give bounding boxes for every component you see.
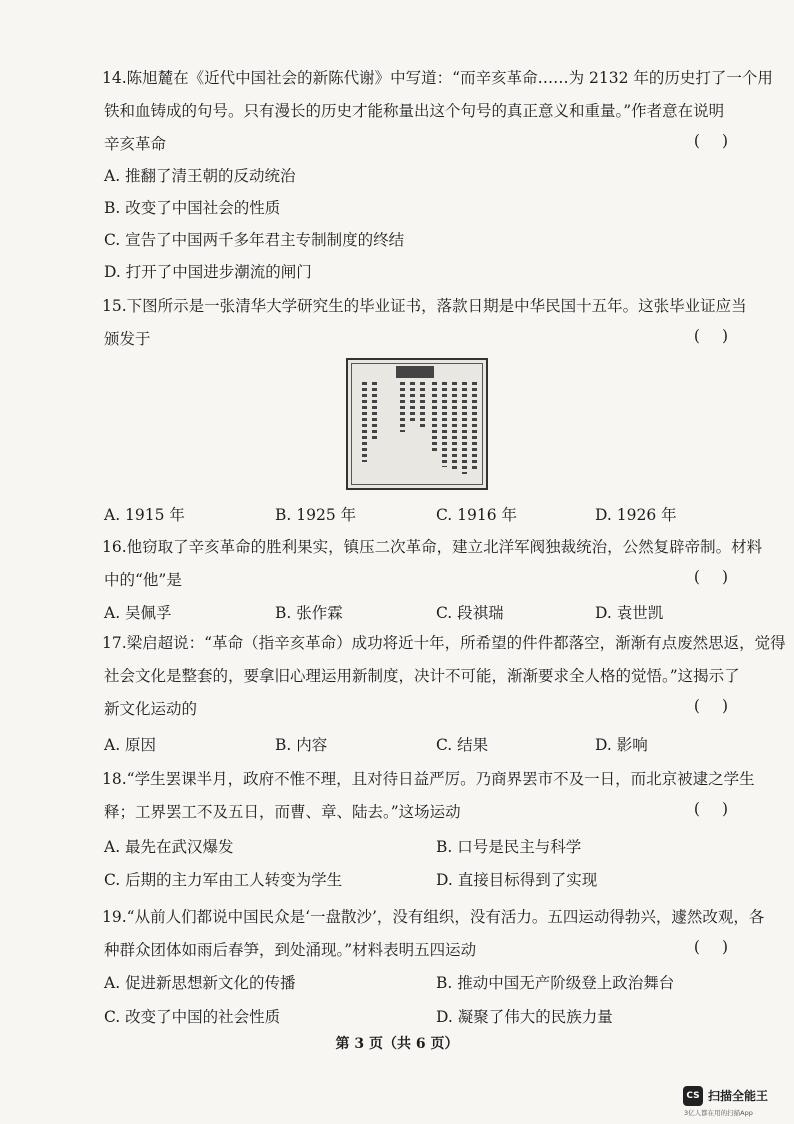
option-c: C. 改变了中国的社会性质 [104, 1008, 281, 1026]
question-18 [104, 763, 764, 829]
question-stem: 16.他窃取了辛亥革命的胜利果实，镇压二次革命，建立北洋军阀独裁统治，公然复辟帝制。材料 [102, 538, 763, 556]
graduation-certificate-image [346, 358, 488, 490]
option-c: C. 后期的主力军由工人转变为学生 [104, 871, 343, 889]
option-a: A. 1915 年 [104, 506, 185, 524]
answer-blank: () [693, 800, 750, 818]
option-b: B. 改变了中国社会的性质 [104, 199, 281, 217]
answer-blank: () [693, 938, 750, 956]
question-stem: 种群众团体如雨后春笋，到处涌现。”材料表明五四运动 [104, 941, 477, 959]
question-stem: 新文化运动的 [104, 700, 198, 718]
option-a: A. 原因 [104, 736, 157, 754]
question-stem: 释；工界罢工不及五日，而曹、章、陆去。”这场运动 [104, 803, 461, 821]
question-19 [104, 901, 764, 967]
option-d: D. 凝聚了伟大的民族力量 [436, 1008, 613, 1026]
option-d: D. 影响 [595, 736, 648, 754]
answer-blank: () [693, 132, 750, 150]
option-a: A. 吴佩孚 [104, 604, 172, 622]
option-b: B. 内容 [275, 736, 328, 754]
question-stem: 社会文化是整套的，要拿旧心理运用新制度，决计不可能，渐渐要求全人格的觉悟。”这揭示了 [104, 667, 740, 685]
option-d: D. 打开了中国进步潮流的闸门 [104, 263, 312, 281]
question-14 [102, 62, 773, 161]
option-c: C. 宣告了中国两千多年君主专制制度的终结 [104, 231, 405, 249]
option-a: A. 促进新思想新文化的传播 [104, 974, 296, 992]
question-stem: 颁发于 [104, 330, 151, 348]
question-stem: 18.“学生罢课半月，政府不惟不理，且对待日益严厉。乃商界罢市不及一日，而北京被逮之学生 [102, 770, 755, 788]
option-b: B. 张作霖 [275, 604, 343, 622]
option-c: C. 结果 [436, 736, 489, 754]
question-stem: 铁和血铸成的句号。只有漫长的历史才能称量出这个句号的真正意义和重量。”作者意在说明 [104, 102, 725, 120]
question-stem: 15.下图所示是一张清华大学研究生的毕业证书，落款日期是中华民国十五年。这张毕业证应当 [102, 297, 747, 315]
question-stem: 17.梁启超说：“革命（指辛亥革命）成功将近十年，所希望的件件都落空，渐渐有点废然思返，觉得 [102, 634, 786, 652]
question-17 [102, 627, 786, 726]
question-stem: 14.陈旭麓在《近代中国社会的新陈代谢》中写道：“而辛亥革命……为 2132 年的历史打了一个用 [102, 69, 773, 87]
answer-blank: () [693, 327, 750, 345]
scanner-tagline: 3亿人都在用的扫描App [684, 1109, 753, 1117]
option-c: C. 段祺瑞 [436, 604, 504, 622]
camscanner-logo-icon: CS [683, 1086, 703, 1106]
question-stem: 辛亥革命 [104, 135, 167, 153]
option-a: A. 最先在武汉爆发 [104, 838, 234, 856]
option-b: B. 口号是民主与科学 [436, 838, 582, 856]
option-b: B. 推动中国无产阶级登上政治舞台 [436, 974, 675, 992]
page-number: 第 3 页（共 6 页） [335, 1036, 459, 1052]
question-15 [104, 290, 764, 356]
option-d: D. 直接目标得到了实现 [436, 871, 598, 889]
question-16 [104, 531, 764, 597]
scanner-name: 扫描全能王 [708, 1089, 769, 1103]
answer-blank: () [693, 568, 750, 586]
option-b: B. 1925 年 [275, 506, 357, 524]
answer-blank: () [693, 697, 750, 715]
option-d: D. 1926 年 [595, 506, 677, 524]
option-c: C. 1916 年 [436, 506, 518, 524]
option-d: D. 袁世凯 [595, 604, 664, 622]
question-stem: 19.“从前人们都说中国民众是‘一盘散沙’，没有组织，没有活力。五四运动得勃兴，遽然改观，各 [102, 908, 765, 926]
question-stem: 中的“他”是 [104, 571, 182, 589]
option-a: A. 推翻了清王朝的反动统治 [104, 167, 296, 185]
